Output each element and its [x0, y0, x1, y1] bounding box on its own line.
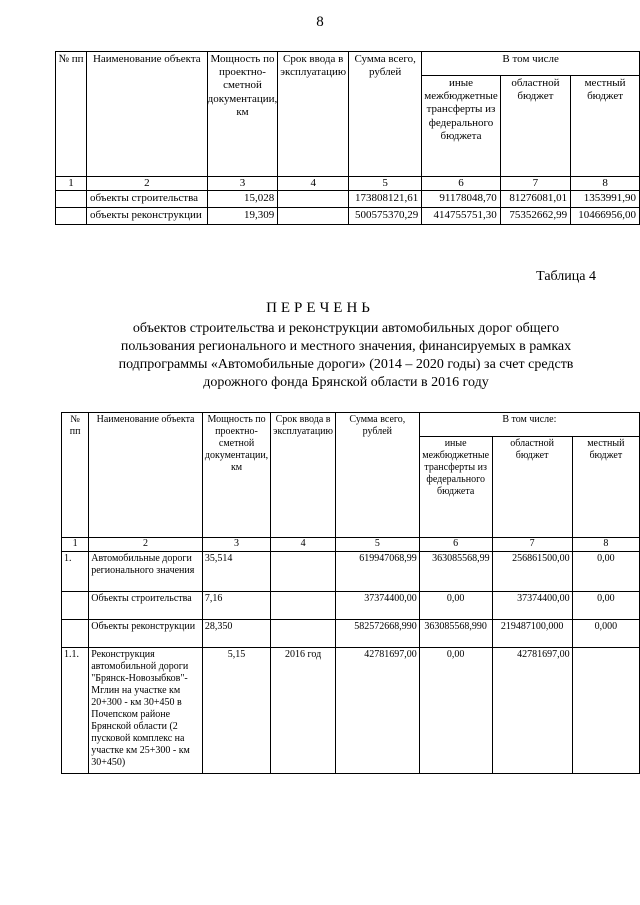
col-number: 3 [207, 177, 278, 191]
header-including: В том числе [422, 52, 640, 76]
cell-sum: 582572668,990 [336, 620, 420, 648]
cell-name: Объекты реконструкции [89, 620, 203, 648]
cell-capacity: 35,514 [202, 552, 270, 592]
header-num: № пп [62, 413, 89, 538]
header-including: В том числе: [419, 413, 639, 437]
cell-sum: 42781697,00 [336, 648, 420, 774]
cell-capacity: 28,350 [202, 620, 270, 648]
page-number: 8 [316, 14, 324, 30]
cell-fed: 363085568,99 [419, 552, 492, 592]
cell-num: 1. [62, 552, 89, 592]
header-regional: областной бюджет [492, 437, 572, 538]
cell-regional: 75352662,99 [500, 208, 570, 225]
col-number: 1 [62, 538, 89, 552]
header-regional: областной бюджет [500, 76, 570, 177]
cell-capacity: 5,15 [202, 648, 270, 774]
col-number: 6 [419, 538, 492, 552]
col-number: 7 [492, 538, 572, 552]
cell-local: 10466956,00 [571, 208, 640, 225]
cell-regional: 219487100,000 [492, 620, 572, 648]
header-name: Наименование объекта [86, 52, 207, 177]
header-fed: иные межбюджетные трансферты из федерального бюджета [419, 437, 492, 538]
header-fed: иные межбюджетные трансферты из федерального бюджета [422, 76, 500, 177]
cell-local: 0,00 [572, 552, 639, 592]
header-capacity: Мощность по проектно-сметной документации, км [207, 52, 278, 177]
header-capacity: Мощность по проектно-сметной документации, км [202, 413, 270, 538]
header-term: Срок ввода в эксплуатацию [278, 52, 349, 177]
cell-fed: 0,00 [419, 648, 492, 774]
cell-local: 0,000 [572, 620, 639, 648]
header-sum: Сумма всего, рублей [349, 52, 422, 177]
col-number: 3 [202, 538, 270, 552]
col-number: 5 [336, 538, 420, 552]
col-number: 4 [271, 538, 336, 552]
cell-fed: 91178048,70 [422, 191, 500, 208]
cell-num [56, 208, 87, 225]
col-number: 1 [56, 177, 87, 191]
col-number: 7 [500, 177, 570, 191]
header-num: № пп [56, 52, 87, 177]
cell-term [271, 552, 336, 592]
cell-sum: 500575370,29 [349, 208, 422, 225]
cell-local: 1353991,90 [571, 191, 640, 208]
cell-fed: 363085568,990 [419, 620, 492, 648]
cell-name: объекты строительства [86, 191, 207, 208]
col-number: 4 [278, 177, 349, 191]
cell-num [62, 620, 89, 648]
header-term: Срок ввода в эксплуатацию [271, 413, 336, 538]
table-top [55, 51, 640, 225]
cell-capacity: 7,16 [202, 592, 270, 620]
table-row [62, 620, 640, 648]
cell-capacity: 15,028 [207, 191, 278, 208]
cell-name: Реконструкция автомобильной дороги "Брянск-Новозыбков"-Мглин на участке км 20+300 - км 30+450 в Почепском районе Брянской области (2 пусковой комплекс на участке км 25+300 - км 30+450) [89, 648, 203, 774]
cell-sum: 173808121,61 [349, 191, 422, 208]
cell-num [62, 592, 89, 620]
cell-sum: 37374400,00 [336, 592, 420, 620]
table-row [56, 191, 640, 208]
cell-local [572, 648, 639, 774]
table-row [62, 552, 640, 592]
col-number: 2 [86, 177, 207, 191]
table-row [62, 592, 640, 620]
document-subtitle: объектов строительства и реконструкции автомобильных дорог общего пользования регионального и местного значения, финансируемых в рамках подпрограммы «Автомобильные дороги» (2014 – 2020 годы) за счет средств дорожного фонда Брянской области в 2016 году [118, 321, 574, 390]
header-name: Наименование объекта [89, 413, 203, 538]
cell-capacity: 19,309 [207, 208, 278, 225]
header-sum: Сумма всего, рублей [336, 413, 420, 538]
cell-fed: 414755751,30 [422, 208, 500, 225]
table-label: Таблица 4 [536, 269, 596, 284]
cell-local: 0,00 [572, 592, 639, 620]
cell-regional: 256861500,00 [492, 552, 572, 592]
col-number: 5 [349, 177, 422, 191]
cell-name: Объекты строительства [89, 592, 203, 620]
cell-regional: 81276081,01 [500, 191, 570, 208]
document-title: ПЕРЕЧЕНЬ [266, 300, 374, 316]
cell-sum: 619947068,99 [336, 552, 420, 592]
cell-term [271, 620, 336, 648]
cell-term: 2016 год [271, 648, 336, 774]
cell-regional: 42781697,00 [492, 648, 572, 774]
col-number: 8 [571, 177, 640, 191]
cell-fed: 0,00 [419, 592, 492, 620]
cell-name: объекты реконструкции [86, 208, 207, 225]
col-number: 2 [89, 538, 203, 552]
table-row [56, 208, 640, 225]
cell-term [278, 191, 349, 208]
table-main [61, 412, 640, 774]
cell-name: Автомобильные дороги регионального значения [89, 552, 203, 592]
cell-term [278, 208, 349, 225]
cell-num [56, 191, 87, 208]
cell-term [271, 592, 336, 620]
table-row [62, 648, 640, 774]
header-local: местный бюджет [572, 437, 639, 538]
cell-num: 1.1. [62, 648, 89, 774]
header-local: местный бюджет [571, 76, 640, 177]
col-number: 8 [572, 538, 639, 552]
col-number: 6 [422, 177, 500, 191]
cell-regional: 37374400,00 [492, 592, 572, 620]
